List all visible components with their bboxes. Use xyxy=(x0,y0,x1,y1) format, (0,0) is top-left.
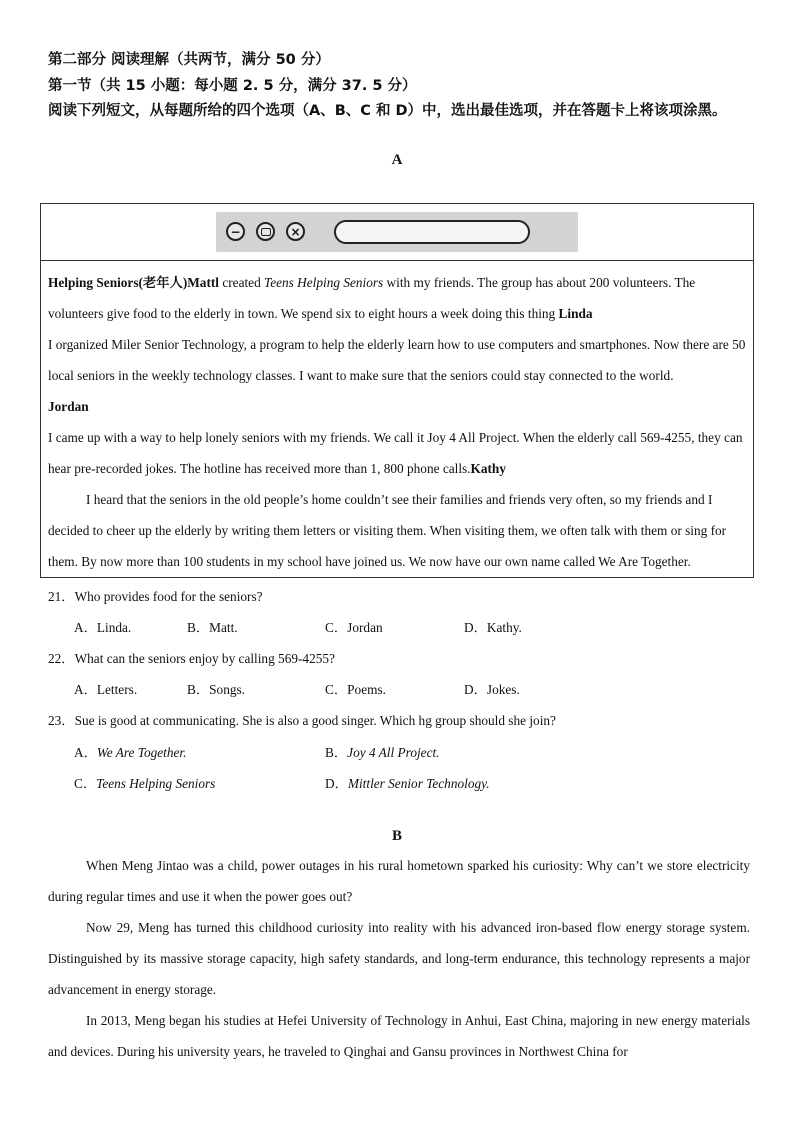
passage-a-box xyxy=(40,203,754,578)
option-text: Teens Helping Seniors xyxy=(96,776,216,791)
paragraph-kathy: I heard that the seniors in the old people’s home couldn’t see their families and friends very often, so my friends and I decided to cheer up the elderly by writing them letters or visiting them. When visiting them, we often talk with them or sing for them. By now more than 100 students in my school have joined us. We now have our own name called We Are Together. xyxy=(48,492,727,569)
speaker-name: Linda xyxy=(558,306,593,321)
paragraph-linda xyxy=(48,329,748,422)
toolbar-strip xyxy=(216,212,578,252)
section-heading: 第二部分 阅读理解（共两节，满分 50 分） xyxy=(48,52,330,68)
text-span: created xyxy=(219,275,265,290)
speaker-name: Jordan xyxy=(48,399,89,414)
bold-heading: Helping Seniors(老年人)Mattl xyxy=(48,275,220,290)
restore-icon xyxy=(256,222,275,241)
option-d xyxy=(325,774,490,794)
paragraph-matt xyxy=(48,267,748,329)
passage-a-text xyxy=(48,267,748,577)
text-span: I came up with a way to help lonely seniors with my friends. We call it Joy 4 All Project. When the elderly call 569-4255, they can hear pre-recorded jokes. The hotline has received more than 1, 800 phone calls. xyxy=(48,430,743,476)
close-icon: × xyxy=(286,222,305,241)
option-text: Mittler Senior Technology. xyxy=(347,776,490,791)
speaker-name: Kathy xyxy=(470,461,506,476)
option-label: D． xyxy=(325,776,348,791)
option-text: Joy 4 All Project. xyxy=(347,745,440,760)
question-22: 22．What can the seniors enjoy by calling 569-4255? xyxy=(48,651,335,666)
option-a xyxy=(74,743,186,763)
paragraph-jordan xyxy=(48,422,748,484)
browser-toolbar-illustration xyxy=(41,204,753,261)
question-23: 23．Sue is good at communicating. She is also a good singer. Which hg group should she join? xyxy=(48,713,556,728)
option-label: B． xyxy=(325,745,348,760)
group-name: Teens Helping Seniors xyxy=(264,275,384,290)
question-21: 21．Who provides food for the seniors? xyxy=(48,589,263,604)
option-a: A．Linda. xyxy=(74,620,132,635)
text-span: I organized Miler Senior Technology, a program to help the elderly learn how to use computers and smartphones. Now there are 50 local seniors in the weekly technology classes. I want to make sure that the seniors could stay connected to the world. xyxy=(48,337,746,383)
option-text: We Are Together. xyxy=(96,745,187,760)
address-bar-illustration xyxy=(334,220,530,244)
option-label: A． xyxy=(74,745,97,760)
passage-b-text xyxy=(48,850,750,1067)
minimize-icon: − xyxy=(226,222,245,241)
option-c xyxy=(74,774,215,794)
option-b xyxy=(325,743,439,763)
paragraph: In 2013, Meng began his studies at Hefei University of Technology in Anhui, East China, majoring in new energy materials and devices. During his university years, he traveled to Qinghai and Gansu provinces in Northwest China for xyxy=(48,1013,750,1059)
option-b: B．Matt. xyxy=(187,620,238,635)
option-c: C．Jordan xyxy=(325,620,383,635)
subsection-heading: 第一节（共 15 小题：每小题 2. 5 分，满分 37. 5 分） xyxy=(48,78,417,94)
section-b-letter: B xyxy=(391,828,402,844)
paragraph: When Meng Jintao was a child, power outages in his rural hometown sparked his curiosity: Why can’t we store electricity during regular times and use it when the power goes out? xyxy=(48,858,750,904)
option-label: C． xyxy=(74,776,97,791)
option-a: A．Letters. xyxy=(74,682,138,697)
text-span: with my friends. The group has about 200 volunteers. The volunteers give food to the elderly in town. We spend six to eight hours a week doing this thing xyxy=(48,275,696,321)
section-a-letter: A xyxy=(391,152,403,168)
option-d: D．Jokes. xyxy=(464,682,520,697)
paragraph: Now 29, Meng has turned this childhood curiosity into reality with his advanced iron-based flow energy storage system. Distinguished by its massive storage capacity, high safety standards, and long-term endurance, this technology represents a major advancement in energy storage. xyxy=(48,920,750,997)
option-d: D．Kathy. xyxy=(464,620,522,635)
option-b: B．Songs. xyxy=(187,682,246,697)
instructions: 阅读下列短文，从每题所给的四个选项（A、B、C 和 D）中，选出最佳选项，并在答题卡上将该项涂黑。 xyxy=(48,103,727,119)
option-c: C．Poems. xyxy=(325,682,386,697)
